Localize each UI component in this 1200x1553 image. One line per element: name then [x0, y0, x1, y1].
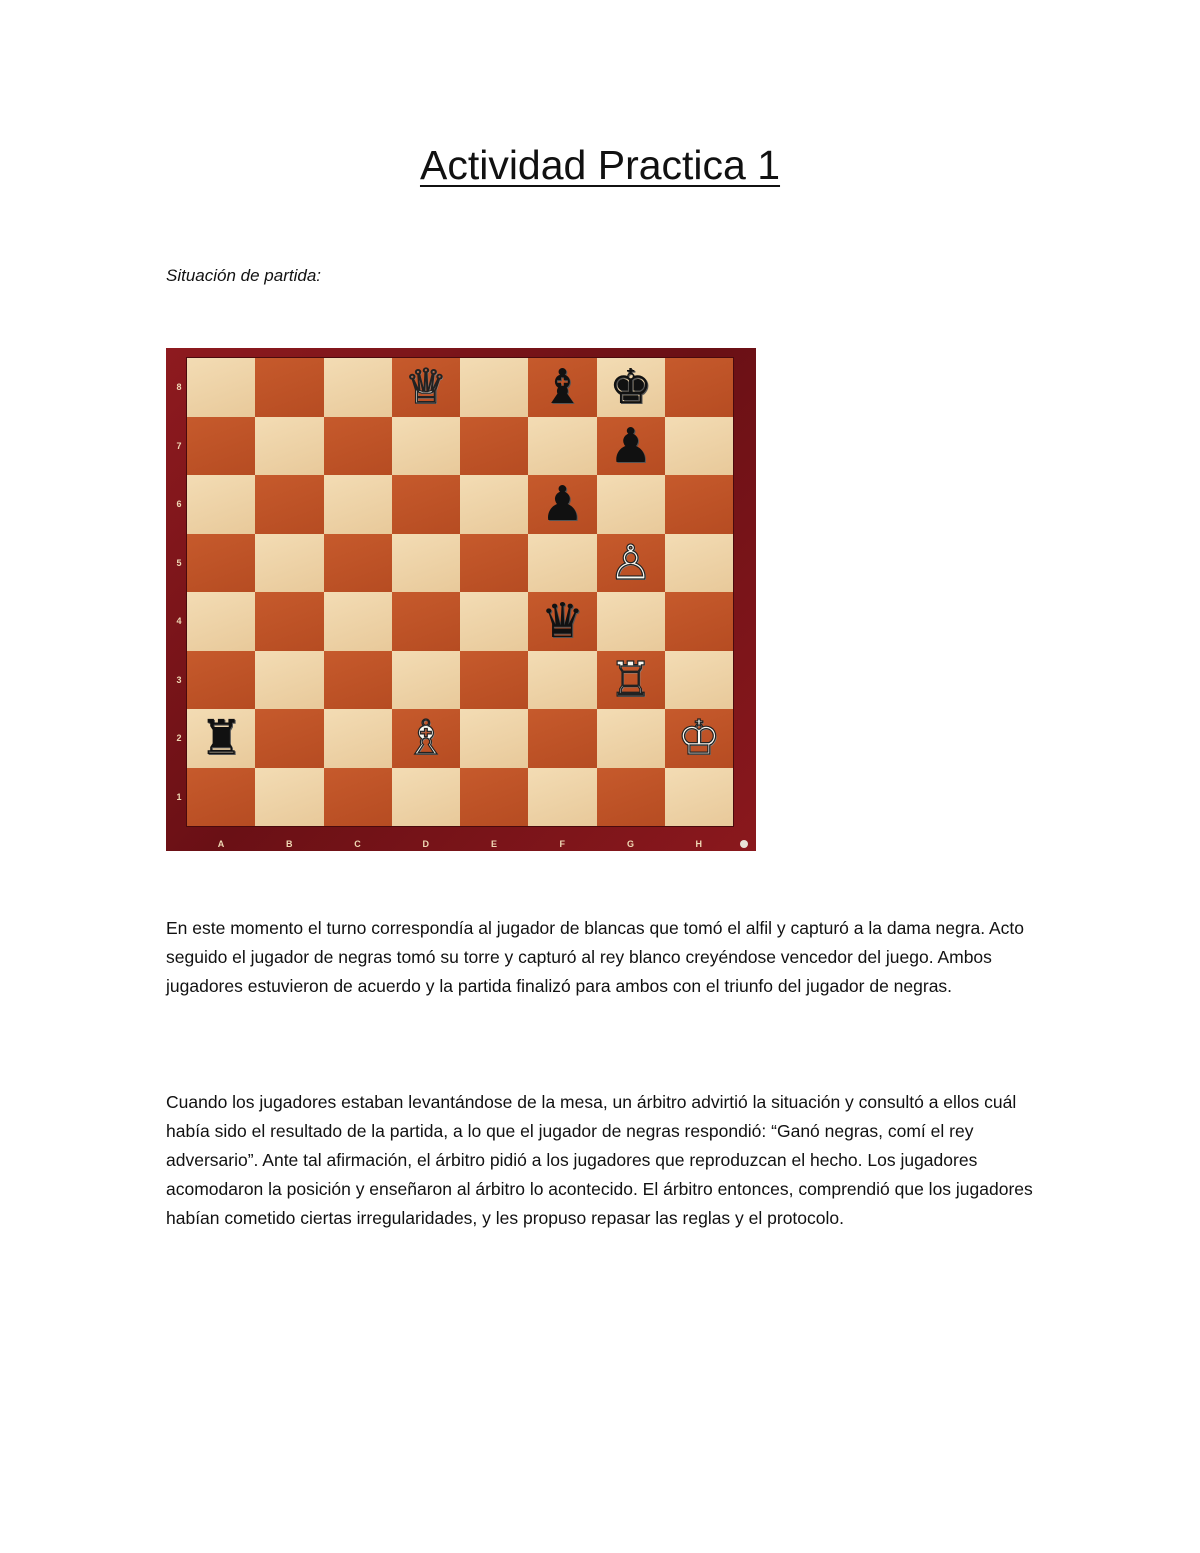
square-h6 [665, 475, 733, 534]
square-g5 [597, 534, 665, 593]
square-e8 [460, 358, 528, 417]
subtitle: Situación de partida: [166, 266, 321, 285]
rank-label: 8 [176, 382, 182, 392]
square-e6 [460, 475, 528, 534]
corner-dot-icon [740, 840, 748, 848]
square-b5 [255, 534, 323, 593]
square-d1 [392, 768, 460, 827]
square-g6 [597, 475, 665, 534]
black-pawn-icon: ♟ [609, 417, 653, 474]
square-a8 [187, 358, 255, 417]
square-a3 [187, 651, 255, 710]
square-c1 [324, 768, 392, 827]
square-a7 [187, 417, 255, 476]
square-d2 [392, 709, 460, 768]
white-pawn-icon: ♙ [609, 534, 653, 591]
square-c3 [324, 651, 392, 710]
black-bishop-icon: ♝ [540, 359, 584, 416]
square-g3 [597, 651, 665, 710]
rank-label: 5 [176, 557, 182, 568]
square-c6 [324, 475, 392, 534]
square-f6 [528, 475, 596, 534]
rank-label: 4 [176, 616, 182, 626]
white-queen-icon: ♕ [404, 359, 448, 416]
square-h8 [665, 358, 733, 417]
file-label: B [286, 839, 293, 849]
square-g7 [597, 417, 665, 476]
square-a4 [187, 592, 255, 651]
file-label: F [559, 839, 565, 849]
rank-label: 2 [176, 733, 182, 743]
square-h1 [665, 768, 733, 827]
black-rook-icon: ♜ [199, 710, 243, 767]
file-label: E [490, 839, 497, 849]
square-e2 [460, 709, 528, 768]
square-e4 [460, 592, 528, 651]
rank-label: 7 [176, 440, 182, 451]
square-b8 [255, 358, 323, 417]
page-title: Actividad Practica 1 [419, 142, 781, 188]
square-a1 [187, 768, 255, 827]
file-label: A [217, 839, 225, 849]
chessboard-frame [166, 348, 756, 851]
black-king-icon: ♚ [609, 359, 653, 416]
square-b4 [255, 592, 323, 651]
square-b7 [255, 417, 323, 476]
square-d7 [392, 417, 460, 476]
square-f8 [528, 358, 596, 417]
square-f4 [528, 592, 596, 651]
square-f3 [528, 651, 596, 710]
square-g4 [597, 592, 665, 651]
square-a2 [187, 709, 255, 768]
square-g2 [597, 709, 665, 768]
white-bishop-icon: ♗ [404, 710, 448, 767]
square-b1 [255, 768, 323, 827]
square-e5 [460, 534, 528, 593]
paragraph-1: En este momento el turno correspondía al jugador de blancas que tomó el alfil y capturó a la dama negra. Acto seguido el jugador de negras tomó su torre y capturó al rey blanco creyéndose vencedor del juego. Ambos jugadores estuvieron de acuerdo y la partida finalizó para ambos con el triunfo del jugador de negras. [166, 918, 1025, 996]
square-h3 [665, 651, 733, 710]
square-b6 [255, 475, 323, 534]
square-d4 [392, 592, 460, 651]
square-f2 [528, 709, 596, 768]
square-h5 [665, 534, 733, 593]
square-h7 [665, 417, 733, 476]
rank-label: 6 [176, 499, 182, 509]
square-a5 [187, 534, 255, 593]
white-rook-icon: ♖ [609, 651, 653, 708]
square-f7 [528, 417, 596, 476]
rank-label: 3 [176, 674, 182, 685]
square-c7 [324, 417, 392, 476]
square-d3 [392, 651, 460, 710]
file-label: C [354, 839, 361, 849]
square-e3 [460, 651, 528, 710]
white-king-icon: ♔ [677, 710, 721, 767]
square-b2 [255, 709, 323, 768]
square-c5 [324, 534, 392, 593]
square-d6 [392, 475, 460, 534]
square-c8 [324, 358, 392, 417]
file-label: D [422, 839, 429, 849]
rank-label: 1 [176, 791, 182, 802]
black-pawn-icon: ♟ [540, 476, 584, 533]
square-g8 [597, 358, 665, 417]
square-f1 [528, 768, 596, 827]
chessboard [187, 358, 733, 826]
square-c4 [324, 592, 392, 651]
square-a6 [187, 475, 255, 534]
square-g1 [597, 768, 665, 827]
black-queen-icon: ♛ [540, 593, 584, 650]
square-d5 [392, 534, 460, 593]
square-b3 [255, 651, 323, 710]
square-h2 [665, 709, 733, 768]
square-f5 [528, 534, 596, 593]
square-h4 [665, 592, 733, 651]
file-label: G [626, 839, 634, 849]
square-e7 [460, 417, 528, 476]
square-e1 [460, 768, 528, 827]
paragraph-2: Cuando los jugadores estaban levantándose de la mesa, un árbitro advirtió la situación y consultó a ellos cuál había sido el resultado de la partida, a lo que el jugador de negras respondió: “Ganó negras, comí el rey adversario”. Ante tal afirmación, el árbitro pidió a los jugadores que reproduzcan el hecho. Los jugadores acomodaron la posición y enseñaron al árbitro lo acontecido. El árbitro entonces, comprendió que los jugadores habían cometido ciertas irregularidades, y les propuso repasar las reglas y el protocolo. [166, 1092, 1033, 1228]
square-d8 [392, 358, 460, 417]
file-label: H [695, 839, 702, 849]
square-c2 [324, 709, 392, 768]
